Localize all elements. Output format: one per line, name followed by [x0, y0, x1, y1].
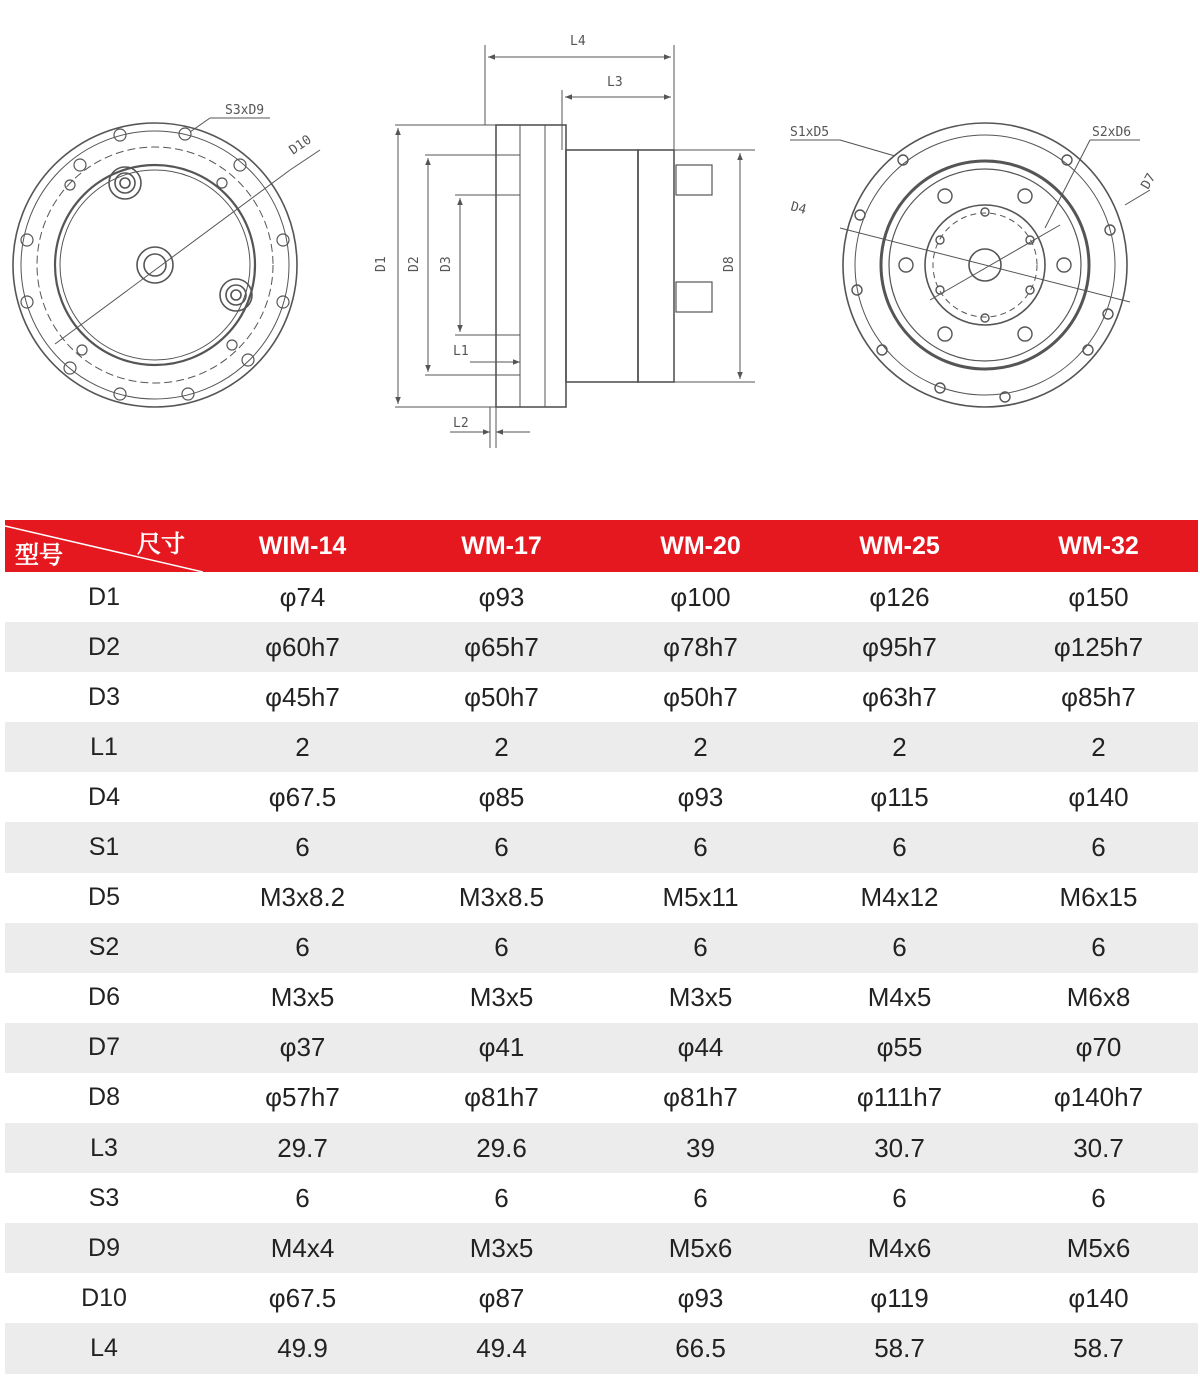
row-label: D5 — [88, 883, 120, 912]
label-d4: D4 — [788, 199, 808, 218]
row-label: D7 — [5, 1023, 203, 1073]
table-row — [5, 822, 1198, 872]
table-cell: M3x8.5 — [458, 882, 545, 913]
table-cell: φ50h7 — [464, 681, 539, 712]
drawing-svg — [0, 0, 1200, 460]
table-cell: 30.7 — [800, 1123, 999, 1173]
table-cell: φ85 — [478, 781, 525, 812]
table-cell: φ119 — [870, 1282, 929, 1313]
table-cell: 6 — [601, 822, 800, 872]
label-d7: D7 — [1138, 170, 1160, 192]
table-cell: M5x11 — [662, 882, 739, 913]
table-row — [5, 622, 1198, 672]
label-d10: D10 — [286, 132, 315, 159]
table-cell: 6 — [892, 1182, 907, 1213]
row-label: L4 — [5, 1323, 203, 1373]
table-cell: 58.7 — [999, 1323, 1198, 1373]
header-dimension-label: 尺寸 — [137, 531, 185, 558]
label-l3: L3 — [607, 75, 623, 90]
table-cell: 6 — [402, 822, 601, 872]
table-cell: φ125h7 — [999, 622, 1198, 672]
table-cell: 6 — [203, 822, 402, 872]
table-cell: 6 — [999, 923, 1198, 973]
table-cell: 30.7 — [999, 1123, 1198, 1173]
table-cell: M4x12 — [860, 882, 939, 913]
spec-table — [5, 520, 1198, 1374]
header-model: WM-32 — [999, 520, 1198, 572]
label-l2: L2 — [453, 416, 469, 431]
row-label: L3 — [5, 1123, 203, 1173]
table-cell: 2 — [402, 722, 601, 772]
row-label: D4 — [88, 782, 120, 811]
table-cell: 6 — [295, 1182, 310, 1213]
label-s1d5: S1xD5 — [790, 125, 830, 140]
table-row — [5, 1273, 1198, 1323]
table-row — [5, 722, 1198, 772]
table-cell: φ44 — [601, 1023, 800, 1073]
table-cell: 2 — [800, 722, 999, 772]
table-body — [5, 572, 1198, 1374]
header-model-label: 型号 — [15, 542, 63, 569]
table-cell: φ67.5 — [268, 781, 337, 812]
table-cell: M3x8.2 — [259, 882, 346, 913]
table-cell: 58.7 — [800, 1323, 999, 1373]
table-cell: M5x6 — [601, 1223, 800, 1273]
table-cell: M3x5 — [270, 982, 335, 1013]
table-cell: φ100 — [670, 581, 731, 612]
table-cell: φ85h7 — [1061, 681, 1136, 712]
label-s2d6: S2xD6 — [1092, 125, 1132, 140]
table-cell: 6 — [800, 923, 999, 973]
table-cell: φ126 — [869, 581, 930, 612]
table-cell: φ50h7 — [663, 681, 738, 712]
table-cell: M3x5 — [402, 1223, 601, 1273]
table-cell: φ81h7 — [464, 1082, 539, 1113]
header-corner-cell — [5, 520, 203, 572]
front-view-drawing — [13, 118, 320, 407]
table-cell: φ93 — [677, 1282, 724, 1313]
label-s3d9: S3xD9 — [225, 103, 265, 118]
technical-drawings — [0, 0, 1200, 460]
table-cell: M6x8 — [1066, 982, 1131, 1013]
table-row — [5, 572, 1198, 622]
table-cell: φ65h7 — [402, 622, 601, 672]
table-cell: φ67.5 — [268, 1282, 337, 1313]
table-row — [5, 1073, 1198, 1123]
table-row — [5, 973, 1198, 1023]
table-row — [5, 1023, 1198, 1073]
table-cell: 29.7 — [203, 1123, 402, 1173]
table-cell: φ81h7 — [663, 1082, 738, 1113]
table-cell: φ57h7 — [265, 1082, 340, 1113]
table-cell: 66.5 — [601, 1323, 800, 1373]
table-cell: φ78h7 — [601, 622, 800, 672]
table-cell: φ95h7 — [800, 622, 999, 672]
table-cell: 6 — [693, 1182, 708, 1213]
table-cell: 2 — [203, 722, 402, 772]
table-cell: 6 — [1091, 1182, 1106, 1213]
table-cell: 6 — [494, 1182, 509, 1213]
table-row — [5, 672, 1198, 722]
table-cell: φ63h7 — [862, 681, 937, 712]
row-label: D9 — [5, 1223, 203, 1273]
table-cell: φ115 — [870, 781, 929, 812]
header-model: WM-25 — [800, 520, 999, 572]
row-label: D6 — [88, 983, 120, 1012]
row-label: D8 — [88, 1083, 120, 1112]
table-cell: φ150 — [1068, 581, 1129, 612]
row-label: D1 — [88, 582, 120, 611]
label-l4: L4 — [570, 34, 586, 49]
table-cell: φ140h7 — [1053, 1082, 1144, 1113]
table-row — [5, 772, 1198, 822]
row-label: D3 — [88, 682, 120, 711]
table-cell: M6x15 — [1059, 882, 1138, 913]
table-cell: φ140 — [1068, 781, 1129, 812]
table-cell: M4x5 — [867, 982, 932, 1013]
table-cell: 39 — [601, 1123, 800, 1173]
table-cell: 2 — [999, 722, 1198, 772]
table-cell: M3x5 — [469, 982, 534, 1013]
table-cell: φ45h7 — [265, 681, 340, 712]
table-row — [5, 873, 1198, 923]
table-cell: M5x6 — [999, 1223, 1198, 1273]
table-cell: M3x5 — [668, 982, 733, 1013]
table-row — [5, 1173, 1198, 1223]
table-cell: φ93 — [478, 581, 525, 612]
table-cell: φ55 — [800, 1023, 999, 1073]
side-view-drawing — [395, 45, 755, 448]
header-model: WM-17 — [402, 520, 601, 572]
table-row — [5, 1123, 1198, 1173]
table-cell: 6 — [402, 923, 601, 973]
table-cell: 49.4 — [402, 1323, 601, 1373]
row-label: S3 — [88, 1183, 120, 1212]
table-row — [5, 923, 1198, 973]
table-cell: 6 — [800, 822, 999, 872]
table-cell: 6 — [203, 923, 402, 973]
rear-view-drawing — [790, 123, 1150, 407]
row-label: D10 — [81, 1283, 127, 1312]
table-cell: φ70 — [999, 1023, 1198, 1073]
table-cell: 6 — [601, 923, 800, 973]
label-d1: D1 — [374, 256, 389, 272]
table-row — [5, 1323, 1198, 1373]
table-cell: φ111h7 — [856, 1082, 943, 1113]
row-label: S1 — [5, 822, 203, 872]
table-row — [5, 1223, 1198, 1273]
table-cell: 49.9 — [203, 1323, 402, 1373]
label-d8: D8 — [722, 256, 737, 272]
label-d3: D3 — [439, 256, 454, 272]
table-cell: 2 — [601, 722, 800, 772]
row-label: L1 — [5, 722, 203, 772]
label-d2: D2 — [407, 256, 422, 272]
table-cell: 6 — [999, 822, 1198, 872]
table-cell: φ74 — [279, 581, 326, 612]
table-cell: φ87 — [478, 1282, 525, 1313]
row-label: D2 — [5, 622, 203, 672]
table-header-row — [5, 520, 1198, 572]
row-label: S2 — [5, 923, 203, 973]
label-l1: L1 — [453, 344, 469, 359]
table-cell: M4x6 — [800, 1223, 999, 1273]
table-cell: φ60h7 — [203, 622, 402, 672]
table-cell: φ140 — [1068, 1282, 1129, 1313]
table-cell: φ37 — [203, 1023, 402, 1073]
header-model: WIM-14 — [203, 520, 402, 572]
header-model: WM-20 — [601, 520, 800, 572]
table-cell: M4x4 — [203, 1223, 402, 1273]
table-cell: φ93 — [677, 781, 724, 812]
table-cell: φ41 — [402, 1023, 601, 1073]
table-cell: 29.6 — [402, 1123, 601, 1173]
